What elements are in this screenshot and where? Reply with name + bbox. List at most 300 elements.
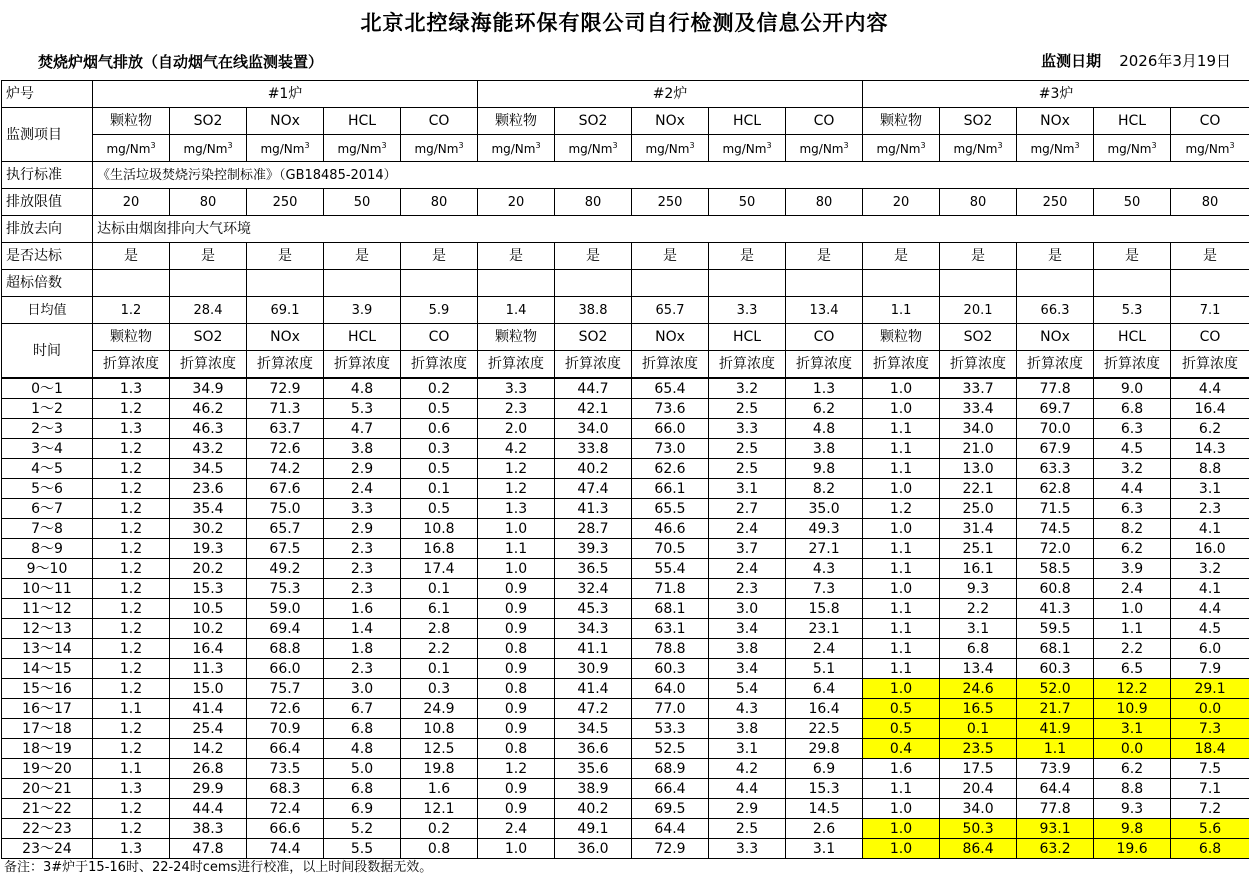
data-cell: 1.1 bbox=[863, 599, 940, 619]
data-cell: 19.3 bbox=[170, 539, 247, 559]
time-cell: 11～12 bbox=[2, 599, 93, 619]
data-cell: 17.4 bbox=[401, 559, 478, 579]
data-cell: 0.5 bbox=[863, 699, 940, 719]
furnace-row bbox=[2, 81, 1249, 108]
data-cell: 5.6 bbox=[1171, 819, 1249, 839]
data-cell: 1.0 bbox=[1094, 599, 1171, 619]
data-cell: 1.6 bbox=[863, 759, 940, 779]
table-row bbox=[2, 719, 1249, 739]
data-cell: 74.5 bbox=[1017, 519, 1094, 539]
data-cell: 1.2 bbox=[93, 819, 170, 839]
data-cell: 16.8 bbox=[401, 539, 478, 559]
data-cell: 2.3 bbox=[478, 399, 555, 419]
data-cell: 4.5 bbox=[1171, 619, 1249, 639]
data-cell: 1.1 bbox=[863, 659, 940, 679]
limit-value: 20 bbox=[93, 189, 170, 216]
data-cell: 36.5 bbox=[555, 559, 632, 579]
time-cell: 14～15 bbox=[2, 659, 93, 679]
limit-value: 20 bbox=[478, 189, 555, 216]
data-cell: 6.8 bbox=[324, 719, 401, 739]
data-cell: 2.5 bbox=[709, 819, 786, 839]
data-cell: 34.5 bbox=[170, 459, 247, 479]
unit-superscript: 3 bbox=[843, 140, 849, 150]
data-cell: 6.4 bbox=[786, 679, 863, 699]
data-cell: 0.5 bbox=[401, 399, 478, 419]
data-cell: 1.2 bbox=[93, 619, 170, 639]
limit-value: 50 bbox=[1094, 189, 1171, 216]
pollutant-header: CO bbox=[1171, 108, 1249, 135]
time-cell: 10～11 bbox=[2, 579, 93, 599]
pollutant-header: SO2 bbox=[940, 324, 1017, 351]
data-cell: 36.6 bbox=[555, 739, 632, 759]
table-row bbox=[2, 759, 1249, 779]
data-cell: 74.4 bbox=[247, 839, 324, 859]
unit-text: mg/Nm bbox=[799, 141, 844, 156]
daily-avg-value: 1.4 bbox=[478, 297, 555, 324]
data-cell: 3.1 bbox=[786, 839, 863, 859]
data-cell: 3.0 bbox=[324, 679, 401, 699]
data-cell: 22.1 bbox=[940, 479, 1017, 499]
data-cell: 1.0 bbox=[478, 519, 555, 539]
limit-value: 50 bbox=[709, 189, 786, 216]
pollutant-header: CO bbox=[786, 324, 863, 351]
data-cell: 1.1 bbox=[863, 419, 940, 439]
conversion-label: 折算浓度 bbox=[93, 351, 170, 379]
compliant-value: 是 bbox=[170, 243, 247, 270]
data-cell: 32.4 bbox=[555, 579, 632, 599]
data-cell: 13.4 bbox=[940, 659, 1017, 679]
data-cell: 1.2 bbox=[93, 439, 170, 459]
data-cell: 5.2 bbox=[324, 819, 401, 839]
data-cell: 6.8 bbox=[324, 779, 401, 799]
data-cell: 12.2 bbox=[1094, 679, 1171, 699]
data-cell: 3.1 bbox=[1094, 719, 1171, 739]
table-row bbox=[2, 799, 1249, 819]
conversion-label: 折算浓度 bbox=[786, 351, 863, 379]
data-cell: 7.5 bbox=[1171, 759, 1249, 779]
compliant-value: 是 bbox=[247, 243, 324, 270]
data-cell: 60.3 bbox=[632, 659, 709, 679]
data-cell: 35.0 bbox=[786, 499, 863, 519]
data-cell: 46.2 bbox=[170, 399, 247, 419]
data-cell: 4.1 bbox=[1171, 519, 1249, 539]
table-row bbox=[2, 479, 1249, 499]
furnace-header: #3炉 bbox=[863, 81, 1249, 108]
data-cell: 9.3 bbox=[940, 579, 1017, 599]
exceed-value bbox=[93, 270, 170, 297]
data-cell: 46.3 bbox=[170, 419, 247, 439]
data-cell: 19.6 bbox=[1094, 839, 1171, 859]
unit-cell bbox=[1171, 135, 1249, 162]
data-cell: 1.2 bbox=[93, 539, 170, 559]
data-cell: 0.3 bbox=[401, 679, 478, 699]
data-cell: 1.0 bbox=[863, 378, 940, 399]
table-row bbox=[2, 439, 1249, 459]
table-row bbox=[2, 599, 1249, 619]
time-cell: 12～13 bbox=[2, 619, 93, 639]
data-cell: 0.8 bbox=[478, 639, 555, 659]
data-cell: 0.1 bbox=[401, 579, 478, 599]
row-label-furnace: 炉号 bbox=[2, 81, 93, 108]
unit-superscript: 3 bbox=[612, 140, 618, 150]
data-cell: 25.1 bbox=[940, 539, 1017, 559]
data-cell: 3.3 bbox=[709, 419, 786, 439]
data-cell: 21.7 bbox=[1017, 699, 1094, 719]
data-cell: 93.1 bbox=[1017, 819, 1094, 839]
data-cell: 16.4 bbox=[786, 699, 863, 719]
data-cell: 3.3 bbox=[709, 839, 786, 859]
compliant-value: 是 bbox=[324, 243, 401, 270]
data-cell: 75.3 bbox=[247, 579, 324, 599]
data-cell: 3.8 bbox=[709, 639, 786, 659]
data-cell: 75.0 bbox=[247, 499, 324, 519]
data-cell: 72.0 bbox=[1017, 539, 1094, 559]
unit-cell bbox=[1094, 135, 1171, 162]
exceed-value bbox=[478, 270, 555, 297]
daily-avg-value: 38.8 bbox=[555, 297, 632, 324]
data-cell: 63.3 bbox=[1017, 459, 1094, 479]
data-cell: 1.0 bbox=[478, 559, 555, 579]
row-label-daily-avg: 日均值 bbox=[2, 297, 93, 324]
standard-row bbox=[2, 162, 1249, 189]
pollutant-header: HCL bbox=[1094, 108, 1171, 135]
unit-text: mg/Nm bbox=[953, 141, 998, 156]
data-cell: 0.9 bbox=[478, 799, 555, 819]
time-cell: 0～1 bbox=[2, 378, 93, 399]
exceed-value bbox=[1171, 270, 1249, 297]
conversion-label: 折算浓度 bbox=[478, 351, 555, 379]
date-label: 监测日期 bbox=[1041, 52, 1102, 70]
data-cell: 1.1 bbox=[863, 559, 940, 579]
pollutant-header: NOx bbox=[1017, 108, 1094, 135]
data-cell: 38.3 bbox=[170, 819, 247, 839]
exceed-row bbox=[2, 270, 1249, 297]
data-cell: 69.5 bbox=[632, 799, 709, 819]
data-cell: 73.5 bbox=[247, 759, 324, 779]
data-cell: 1.3 bbox=[478, 499, 555, 519]
compliant-value: 是 bbox=[1017, 243, 1094, 270]
data-cell: 1.2 bbox=[478, 479, 555, 499]
data-cell: 2.3 bbox=[324, 579, 401, 599]
data-cell: 0.5 bbox=[863, 719, 940, 739]
data-cell: 0.5 bbox=[401, 459, 478, 479]
unit-superscript: 3 bbox=[766, 140, 772, 150]
data-cell: 10.9 bbox=[1094, 699, 1171, 719]
data-cell: 65.4 bbox=[632, 378, 709, 399]
data-cell: 60.8 bbox=[1017, 579, 1094, 599]
table-row bbox=[2, 619, 1249, 639]
data-cell: 68.8 bbox=[247, 639, 324, 659]
daily-avg-row bbox=[2, 297, 1249, 324]
data-cell: 3.8 bbox=[786, 439, 863, 459]
data-cell: 4.8 bbox=[786, 419, 863, 439]
data-cell: 75.7 bbox=[247, 679, 324, 699]
data-cell: 23.5 bbox=[940, 739, 1017, 759]
data-cell: 2.3 bbox=[324, 659, 401, 679]
data-cell: 22.5 bbox=[786, 719, 863, 739]
compliant-value: 是 bbox=[478, 243, 555, 270]
data-cell: 63.1 bbox=[632, 619, 709, 639]
data-cell: 14.3 bbox=[1171, 439, 1249, 459]
data-cell: 2.3 bbox=[324, 539, 401, 559]
data-cell: 0.1 bbox=[940, 719, 1017, 739]
data-cell: 44.7 bbox=[555, 378, 632, 399]
exceed-value bbox=[786, 270, 863, 297]
data-cell: 1.0 bbox=[863, 399, 940, 419]
data-cell: 27.1 bbox=[786, 539, 863, 559]
data-cell: 1.0 bbox=[863, 799, 940, 819]
data-cell: 46.6 bbox=[632, 519, 709, 539]
data-cell: 11.3 bbox=[170, 659, 247, 679]
data-cell: 3.4 bbox=[709, 659, 786, 679]
time-cell: 8～9 bbox=[2, 539, 93, 559]
data-cell: 5.1 bbox=[786, 659, 863, 679]
data-cell: 16.1 bbox=[940, 559, 1017, 579]
data-cell: 4.4 bbox=[1171, 599, 1249, 619]
daily-avg-value: 28.4 bbox=[170, 297, 247, 324]
data-cell: 47.4 bbox=[555, 479, 632, 499]
data-cell: 34.0 bbox=[940, 799, 1017, 819]
unit-cell bbox=[709, 135, 786, 162]
data-cell: 1.8 bbox=[324, 639, 401, 659]
compliant-value: 是 bbox=[863, 243, 940, 270]
data-cell: 1.2 bbox=[93, 639, 170, 659]
row-label-exceed: 超标倍数 bbox=[2, 270, 93, 297]
data-cell: 0.9 bbox=[478, 699, 555, 719]
unit-text: mg/Nm bbox=[491, 141, 536, 156]
data-cell: 25.4 bbox=[170, 719, 247, 739]
data-cell: 0.2 bbox=[401, 819, 478, 839]
data-cell: 49.2 bbox=[247, 559, 324, 579]
data-cell: 18.4 bbox=[1171, 739, 1249, 759]
data-cell: 3.1 bbox=[1171, 479, 1249, 499]
time-cell: 6～7 bbox=[2, 499, 93, 519]
data-cell: 4.1 bbox=[1171, 579, 1249, 599]
time-cell: 21～22 bbox=[2, 799, 93, 819]
pollutant-header: SO2 bbox=[940, 108, 1017, 135]
data-cell: 3.2 bbox=[709, 378, 786, 399]
data-cell: 29.8 bbox=[786, 739, 863, 759]
emission-table bbox=[1, 80, 1249, 859]
data-cell: 10.2 bbox=[170, 619, 247, 639]
data-cell: 20.2 bbox=[170, 559, 247, 579]
data-cell: 47.8 bbox=[170, 839, 247, 859]
data-cell: 72.9 bbox=[247, 378, 324, 399]
compliant-value: 是 bbox=[555, 243, 632, 270]
table-row bbox=[2, 419, 1249, 439]
daily-avg-value: 1.2 bbox=[93, 297, 170, 324]
table-row bbox=[2, 499, 1249, 519]
pollutant-header: 颗粒物 bbox=[863, 108, 940, 135]
unit-cell bbox=[324, 135, 401, 162]
data-cell: 13.0 bbox=[940, 459, 1017, 479]
data-cell: 66.0 bbox=[247, 659, 324, 679]
data-cell: 72.4 bbox=[247, 799, 324, 819]
data-cell: 10.5 bbox=[170, 599, 247, 619]
data-cell: 34.3 bbox=[555, 619, 632, 639]
limit-value: 80 bbox=[1171, 189, 1249, 216]
table-row bbox=[2, 378, 1249, 399]
data-cell: 68.3 bbox=[247, 779, 324, 799]
data-cell: 49.1 bbox=[555, 819, 632, 839]
data-cell: 2.3 bbox=[709, 579, 786, 599]
data-cell: 41.3 bbox=[1017, 599, 1094, 619]
data-cell: 1.2 bbox=[93, 739, 170, 759]
unit-superscript: 3 bbox=[304, 140, 310, 150]
unit-text: mg/Nm bbox=[1107, 141, 1152, 156]
conversion-label: 折算浓度 bbox=[555, 351, 632, 379]
data-cell: 19.8 bbox=[401, 759, 478, 779]
limit-value: 80 bbox=[555, 189, 632, 216]
unit-cell bbox=[786, 135, 863, 162]
unit-cell bbox=[247, 135, 324, 162]
pollutant-header: CO bbox=[1171, 324, 1249, 351]
data-cell: 1.2 bbox=[93, 559, 170, 579]
conversion-label: 折算浓度 bbox=[324, 351, 401, 379]
table-row bbox=[2, 659, 1249, 679]
data-cell: 2.8 bbox=[401, 619, 478, 639]
data-cell: 21.0 bbox=[940, 439, 1017, 459]
data-cell: 15.8 bbox=[786, 599, 863, 619]
data-cell: 31.4 bbox=[940, 519, 1017, 539]
data-cell: 2.4 bbox=[786, 639, 863, 659]
data-cell: 52.0 bbox=[1017, 679, 1094, 699]
data-cell: 1.0 bbox=[863, 819, 940, 839]
data-cell: 42.1 bbox=[555, 399, 632, 419]
limit-value: 250 bbox=[247, 189, 324, 216]
time-cell: 5～6 bbox=[2, 479, 93, 499]
data-cell: 43.2 bbox=[170, 439, 247, 459]
data-cell: 29.1 bbox=[1171, 679, 1249, 699]
data-cell: 41.9 bbox=[1017, 719, 1094, 739]
data-cell: 9.8 bbox=[786, 459, 863, 479]
table-row bbox=[2, 679, 1249, 699]
unit-cell bbox=[555, 135, 632, 162]
data-cell: 1.2 bbox=[863, 499, 940, 519]
data-cell: 6.8 bbox=[940, 639, 1017, 659]
exceed-value bbox=[555, 270, 632, 297]
data-cell: 64.4 bbox=[1017, 779, 1094, 799]
daily-avg-value: 1.1 bbox=[863, 297, 940, 324]
data-cell: 35.4 bbox=[170, 499, 247, 519]
data-cell: 1.2 bbox=[478, 759, 555, 779]
row-label-standard: 执行标准 bbox=[2, 162, 93, 189]
data-cell: 64.4 bbox=[632, 819, 709, 839]
compliant-value: 是 bbox=[709, 243, 786, 270]
data-cell: 4.4 bbox=[1171, 378, 1249, 399]
data-cell: 1.1 bbox=[863, 619, 940, 639]
furnace-header: #2炉 bbox=[478, 81, 863, 108]
data-cell: 65.7 bbox=[247, 519, 324, 539]
data-cell: 60.3 bbox=[1017, 659, 1094, 679]
data-cell: 73.6 bbox=[632, 399, 709, 419]
data-cell: 24.9 bbox=[401, 699, 478, 719]
data-cell: 63.2 bbox=[1017, 839, 1094, 859]
unit-superscript: 3 bbox=[535, 140, 541, 150]
destination-row bbox=[2, 216, 1249, 243]
data-cell: 38.9 bbox=[555, 779, 632, 799]
time-cell: 1～2 bbox=[2, 399, 93, 419]
data-cell: 17.5 bbox=[940, 759, 1017, 779]
data-cell: 6.8 bbox=[1094, 399, 1171, 419]
daily-avg-value: 13.4 bbox=[786, 297, 863, 324]
compliant-value: 是 bbox=[1171, 243, 1249, 270]
pollutant-header: 颗粒物 bbox=[863, 324, 940, 351]
data-cell: 0.3 bbox=[401, 439, 478, 459]
data-cell: 1.4 bbox=[324, 619, 401, 639]
data-cell: 66.4 bbox=[247, 739, 324, 759]
data-cell: 0.9 bbox=[478, 779, 555, 799]
table-row bbox=[2, 779, 1249, 799]
data-cell: 1.1 bbox=[1094, 619, 1171, 639]
data-cell: 62.8 bbox=[1017, 479, 1094, 499]
data-cell: 4.3 bbox=[709, 699, 786, 719]
data-cell: 35.6 bbox=[555, 759, 632, 779]
data-cell: 68.1 bbox=[632, 599, 709, 619]
conversion-label: 折算浓度 bbox=[170, 351, 247, 379]
data-cell: 15.0 bbox=[170, 679, 247, 699]
exceed-value bbox=[1017, 270, 1094, 297]
data-cell: 59.5 bbox=[1017, 619, 1094, 639]
pollutant-header: SO2 bbox=[555, 324, 632, 351]
data-cell: 40.2 bbox=[555, 459, 632, 479]
compliant-value: 是 bbox=[632, 243, 709, 270]
data-cell: 0.2 bbox=[401, 378, 478, 399]
data-cell: 2.3 bbox=[1171, 499, 1249, 519]
conversion-label: 折算浓度 bbox=[632, 351, 709, 379]
data-cell: 36.0 bbox=[555, 839, 632, 859]
data-cell: 6.3 bbox=[1094, 419, 1171, 439]
data-cell: 0.8 bbox=[478, 679, 555, 699]
data-cell: 1.3 bbox=[93, 378, 170, 399]
data-cell: 1.2 bbox=[93, 719, 170, 739]
footnote: 备注：3#炉于15-16时、22-24时cems进行校准，以上时间段数据无效。 bbox=[4, 860, 433, 875]
unit-text: mg/Nm bbox=[414, 141, 459, 156]
table-row bbox=[2, 459, 1249, 479]
data-cell: 1.1 bbox=[863, 639, 940, 659]
data-cell: 29.9 bbox=[170, 779, 247, 799]
data-cell: 72.6 bbox=[247, 439, 324, 459]
data-cell: 6.0 bbox=[1171, 639, 1249, 659]
monitoring-date bbox=[1041, 50, 1231, 71]
data-cell: 66.0 bbox=[632, 419, 709, 439]
data-cell: 5.5 bbox=[324, 839, 401, 859]
pollutant-header: NOx bbox=[632, 108, 709, 135]
data-cell: 53.3 bbox=[632, 719, 709, 739]
unit-text: mg/Nm bbox=[260, 141, 305, 156]
exceed-value bbox=[709, 270, 786, 297]
data-cell: 23.6 bbox=[170, 479, 247, 499]
pollutant-header: NOx bbox=[247, 108, 324, 135]
exceed-value bbox=[324, 270, 401, 297]
data-cell: 73.9 bbox=[1017, 759, 1094, 779]
pollutant-header: 颗粒物 bbox=[478, 108, 555, 135]
pollutant-header: NOx bbox=[247, 324, 324, 351]
data-cell: 67.9 bbox=[1017, 439, 1094, 459]
row-label-time: 时间 bbox=[2, 324, 93, 379]
data-cell: 3.2 bbox=[1094, 459, 1171, 479]
data-cell: 3.3 bbox=[324, 499, 401, 519]
data-cell: 6.2 bbox=[1094, 759, 1171, 779]
data-cell: 0.9 bbox=[478, 579, 555, 599]
exceed-value bbox=[247, 270, 324, 297]
data-cell: 12.1 bbox=[401, 799, 478, 819]
data-cell: 33.7 bbox=[940, 378, 1017, 399]
data-cell: 8.8 bbox=[1094, 779, 1171, 799]
data-cell: 41.4 bbox=[555, 679, 632, 699]
data-cell: 72.6 bbox=[247, 699, 324, 719]
data-cell: 3.0 bbox=[709, 599, 786, 619]
